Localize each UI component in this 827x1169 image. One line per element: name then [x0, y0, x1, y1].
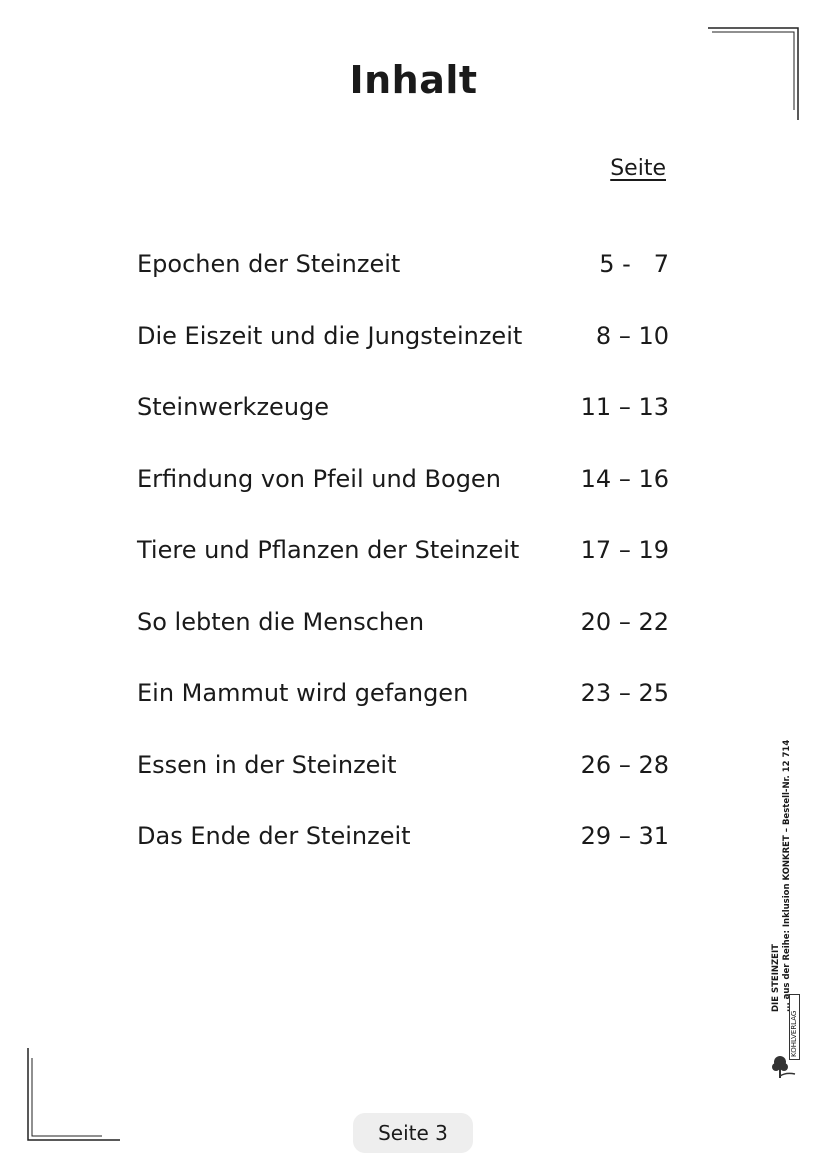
toc-entry-pages: 20 – 22	[580, 607, 669, 636]
toc-entry	[137, 679, 677, 751]
toc-entry-pages: 29 – 31	[580, 822, 669, 850]
tree-logo-icon	[771, 1052, 797, 1080]
imprint-order-number: ... aus der Reihe: Inklusion KONKRET – Bestell-Nr. 12 714	[782, 739, 792, 1012]
toc-entry	[137, 536, 677, 608]
toc-entry	[137, 250, 677, 322]
toc-entry-title: So lebten die Menschen	[137, 607, 425, 636]
page-column-label: Seite	[610, 156, 666, 181]
publisher-imprint	[771, 712, 811, 1082]
toc-entry-pages: 8 – 10	[595, 321, 669, 350]
toc-entry-title: Epochen der Steinzeit	[137, 250, 401, 278]
toc-entry-pages: 17 – 19	[580, 536, 669, 564]
toc-entry-title: Tiere und Pflanzen der Steinzeit	[137, 536, 520, 564]
toc-entry	[137, 322, 677, 394]
toc-entry-pages: 23 – 25	[580, 679, 669, 707]
toc-entry-title: Essen in der Steinzeit	[137, 750, 397, 779]
toc-entry	[137, 822, 677, 894]
publisher-name: KOHLVERLAG	[789, 994, 800, 1060]
publisher-mark	[771, 1008, 801, 1082]
imprint-series-title: DIE STEINZEIT	[771, 944, 781, 1012]
toc-entry-title: Steinwerkzeuge	[137, 393, 330, 421]
toc-entry-title: Die Eiszeit und die Jungsteinzeit	[137, 321, 523, 350]
toc-entry	[137, 465, 677, 537]
toc-entry	[137, 393, 677, 465]
toc-entry-pages: 14 – 16	[580, 464, 669, 493]
toc-entry-title: Das Ende der Steinzeit	[137, 822, 411, 850]
corner-ornament-bottom-left	[26, 1048, 120, 1142]
table-of-contents	[137, 250, 677, 894]
toc-entry-title: Erfindung von Pfeil und Bogen	[137, 464, 501, 493]
toc-entry-pages: 11 – 13	[580, 393, 669, 421]
toc-entry-pages: 26 – 28	[580, 750, 669, 779]
imprint-text	[771, 712, 793, 1012]
toc-entry-pages: 5 - 7	[599, 250, 669, 278]
toc-entry	[137, 751, 677, 823]
toc-entry-title: Ein Mammut wird gefangen	[137, 679, 469, 707]
page-title: Inhalt	[349, 58, 478, 102]
toc-entry	[137, 608, 677, 680]
page-number-badge: Seite 3	[353, 1113, 473, 1153]
